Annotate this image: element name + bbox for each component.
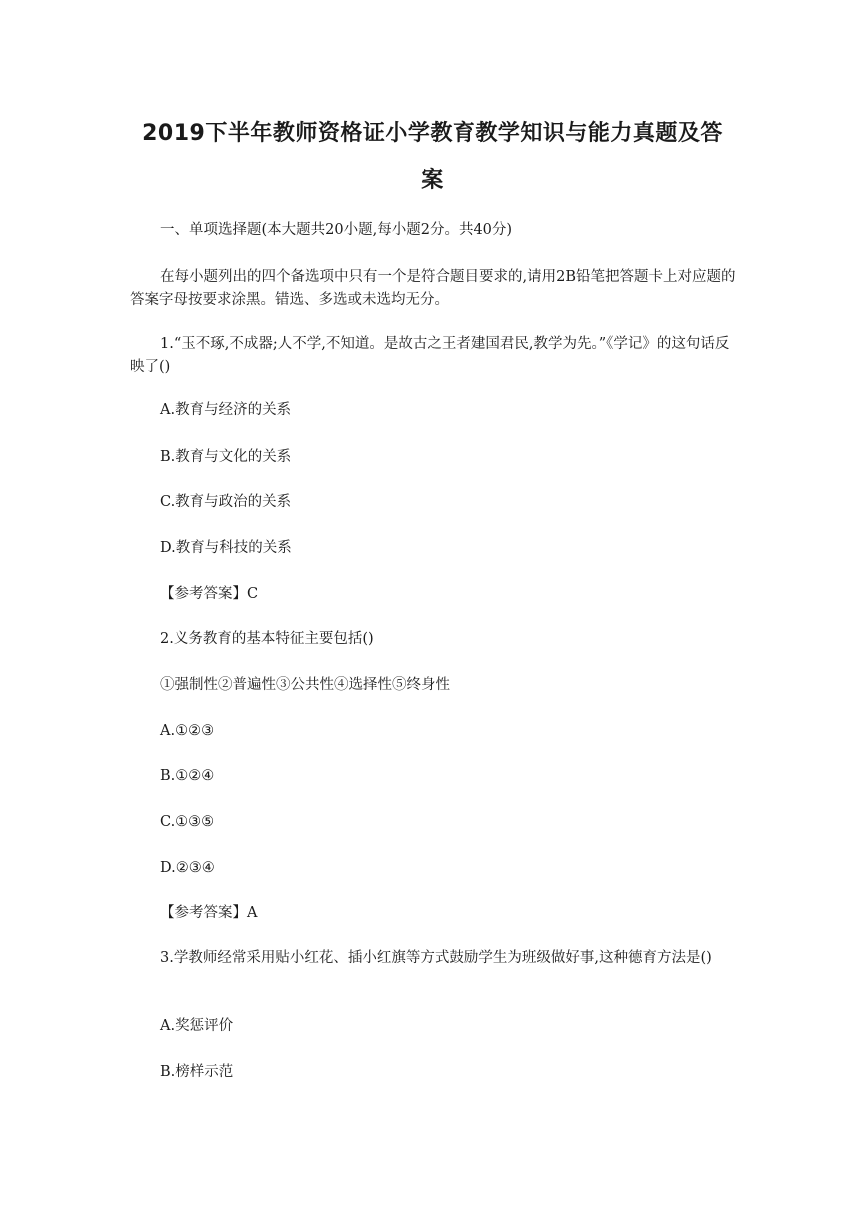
section-heading: 一、单项选择题(本大题共20小题,每小题2分。共40分): [160, 222, 513, 238]
question-2-option-a: A.①②③: [160, 723, 215, 739]
question-2-answer: 【参考答案】A: [160, 905, 258, 921]
question-2-stem: 2.义务教育的基本特征主要包括(): [160, 631, 374, 647]
question-1-option-a: A.教育与经济的关系: [160, 402, 292, 418]
question-1-answer: 【参考答案】C: [160, 586, 259, 602]
question-1-option-c: C.教育与政治的关系: [160, 494, 292, 510]
instructions-paragraph: 在每小题列出的四个备选项中只有一个是符合题目要求的,请用2B铅笔把答题卡上对应题的答案字母按要求涂黑。错选、多选或未选均无分。: [130, 269, 736, 308]
document-title-line-2: 案: [421, 168, 444, 193]
question-2-option-d: D.②③④: [160, 860, 215, 876]
question-2-option-c: C.①③⑤: [160, 814, 215, 830]
question-2-statements: ①强制性②普遍性③公共性④选择性⑤终身性: [160, 677, 450, 693]
question-3-option-a: A.奖惩评价: [160, 1018, 234, 1034]
question-3-option-b: B.榜样示范: [160, 1064, 234, 1080]
document-title-line-1: 2019下半年教师资格证小学教育教学知识与能力真题及答: [142, 121, 723, 146]
question-1-option-b: B.教育与文化的关系: [160, 449, 292, 465]
question-1-option-d: D.教育与科技的关系: [160, 540, 292, 556]
question-2-option-b: B.①②④: [160, 768, 215, 784]
question-3-stem: 3.学教师经常采用贴小红花、插小红旗等方式鼓励学生为班级做好事,这种德育方法是(): [160, 950, 712, 966]
question-1-stem: 1.“玉不琢,不成器;人不学,不知道。是故古之王者建国君民,教学为先。”《学记》的这句话反映了(): [130, 336, 730, 375]
